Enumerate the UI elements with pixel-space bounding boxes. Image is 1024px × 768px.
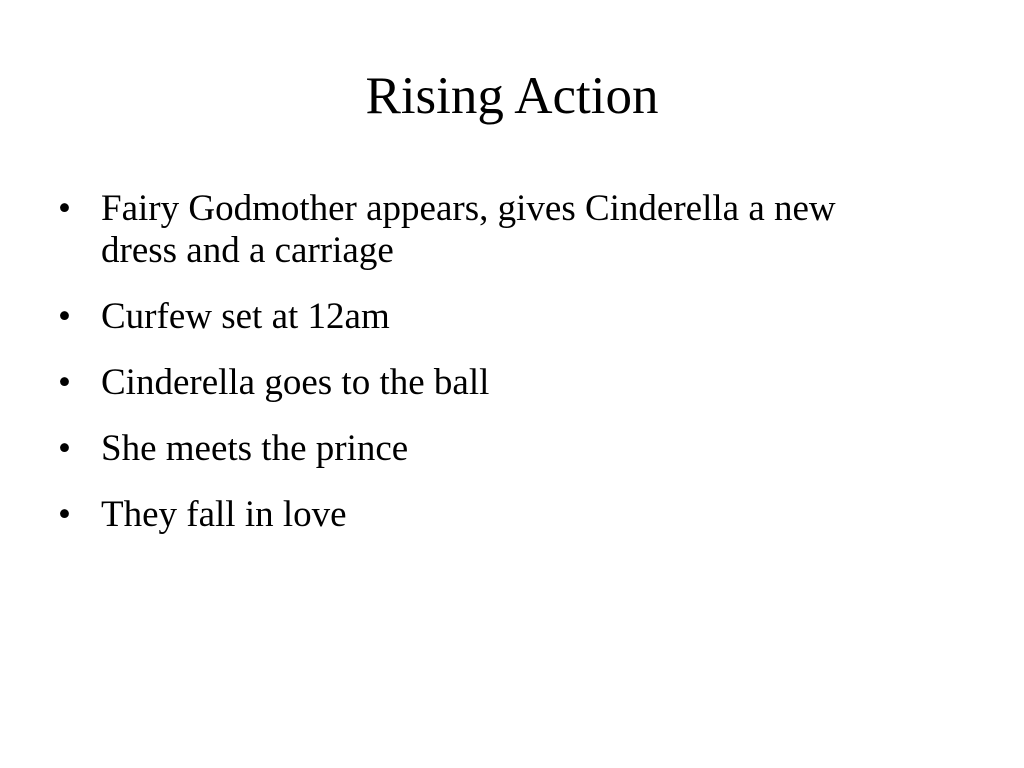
bullet-text: Curfew set at 12am <box>101 296 390 337</box>
bullet-list <box>58 188 908 560</box>
bullet-text: Fairy Godmother appears, gives Cinderella a new dress and a carriage <box>101 188 836 271</box>
bullet-item <box>58 494 908 536</box>
bullet-icon: • <box>58 362 71 403</box>
bullet-icon: • <box>58 296 71 337</box>
bullet-icon: • <box>58 428 71 469</box>
bullet-text: Cinderella goes to the ball <box>101 362 490 403</box>
slide-title: Rising Action <box>365 67 659 125</box>
bullet-item <box>58 362 908 404</box>
bullet-item <box>58 296 908 338</box>
bullet-icon: • <box>58 494 71 535</box>
bullet-icon: • <box>58 188 71 229</box>
bullet-item <box>58 188 908 272</box>
bullet-text: She meets the prince <box>101 428 409 469</box>
bullet-text: They fall in love <box>101 494 347 535</box>
bullet-item <box>58 428 908 470</box>
